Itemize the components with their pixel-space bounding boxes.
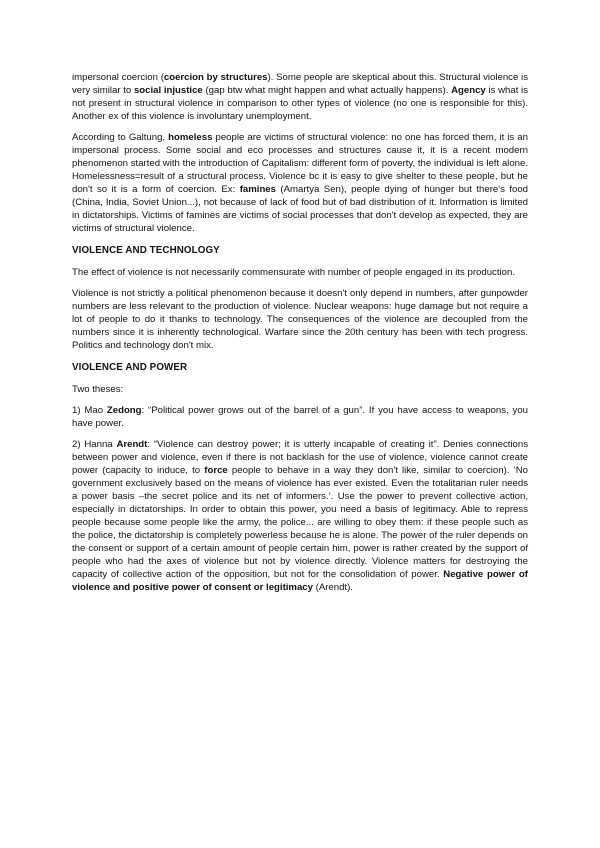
bold-term: Zedong [106, 405, 142, 416]
bold-term: Arendt [116, 439, 148, 450]
text-run: people are victims of structural violence: no one has forced them, it is an impersonal process. Some social and eco processes and structures cause it, it is a recent modern phenomenon started with the introduction of Capitalism: different form of poverty, the individual is left alone. Homelessness=result of a structural process. Violence bc it is easy to give shelter to these people, but he don't so it is a form of coercion. Ex: [72, 132, 528, 195]
text-run: According to Galtung, [72, 132, 169, 143]
paragraph-galtung-homeless [72, 131, 528, 235]
paragraph-thesis-mao [72, 404, 528, 430]
bold-term: social injustice [133, 85, 203, 96]
bold-term: Agency [451, 85, 486, 96]
text-run: (Arendt). [312, 582, 353, 593]
text-run: (Amartya Sen), people dying of hunger but there's food (China, India, Soviet Union...), not because of lack of food but of bad distribution of it. Information is limited in dictatorships. Victims of famines are victims of social processes that don't develop as expected, they are victims of structural violence. [72, 184, 528, 234]
text-run: ). Some people are skeptical about this. Structural violence is very similar to [72, 72, 528, 96]
section-heading-technology: VIOLENCE AND TECHNOLOGY [72, 245, 220, 256]
bold-term: Negative power of violence and positive power of consent or legitimacy [72, 569, 528, 593]
text-run: people to behave in a way they don't like, similar to coercion). ‘No government exclusively based on the means of violence has ever existed. Even the totalitarian ruler needs a power basis –the secret police and its net of informers.’. Use the power to prevent collective action, especially in dictatorships. In order to obtain this power, you need a basis of legitimacy. Able to repress people because some people like the army, the police... are willing to obey them: if these people such as the police, the dictatorship is completely powerless because he is alone. The power of the ruler depends on the consent or support of a certain amount of people certain him, power is rather created by the support of people who had the axes of violence but not by violence directly. Violence matters for destroying the capacity of collective action of the opposition, but not for the consolidation of power. [72, 465, 528, 580]
text-run: : “Violence can destroy power; it is utterly incapable of creating it”. Denies connections between power and violence, even if there is not backlash for the use of violence, violence cannot create power (capacity to induce, to [72, 439, 529, 476]
text-run: 1) Mao [72, 405, 107, 416]
paragraph-violence-not-political: Violence is not strictly a political phenomenon because it doesn't only depend in numbers, after gunpowder numbers are less relevant to the production of violence. Nuclear weapons: huge damage but not require a lot of people to do it thanks to technology. The consequences of the violence are decoupled from the numbers since it is inherently technological. Warfare since the 20th century has been with tech progress. Politics and technology don't mix. [72, 288, 528, 351]
section-heading-power: VIOLENCE AND POWER [72, 362, 188, 373]
document-body [72, 71, 528, 594]
paragraph-structural-violence [72, 71, 528, 123]
paragraph-two-theses: Two theses: [72, 384, 124, 395]
paragraph-thesis-arendt [72, 438, 528, 594]
text-run: : “Political power grows out of the barrel of a gun”. If you have access to weapons, you have power. [72, 405, 528, 429]
text-run: 2) Hanna [72, 439, 117, 450]
text-run: impersonal coercion ( [72, 72, 164, 83]
bold-term: homeless [168, 132, 213, 143]
bold-term: famines [239, 184, 276, 195]
bold-term: force [204, 465, 228, 476]
text-run: (gap btw what might happen and what actually happens). [202, 85, 452, 96]
bold-term: coercion by structures [163, 72, 268, 83]
paragraph-effect-of-violence: The effect of violence is not necessarily commensurate with number of people engaged in its production. [72, 267, 515, 278]
text-run: is what is not present in structural violence in comparison to other types of violence (no one is responsible for this). Another ex of this violence is involuntary unemployment. [72, 85, 528, 122]
